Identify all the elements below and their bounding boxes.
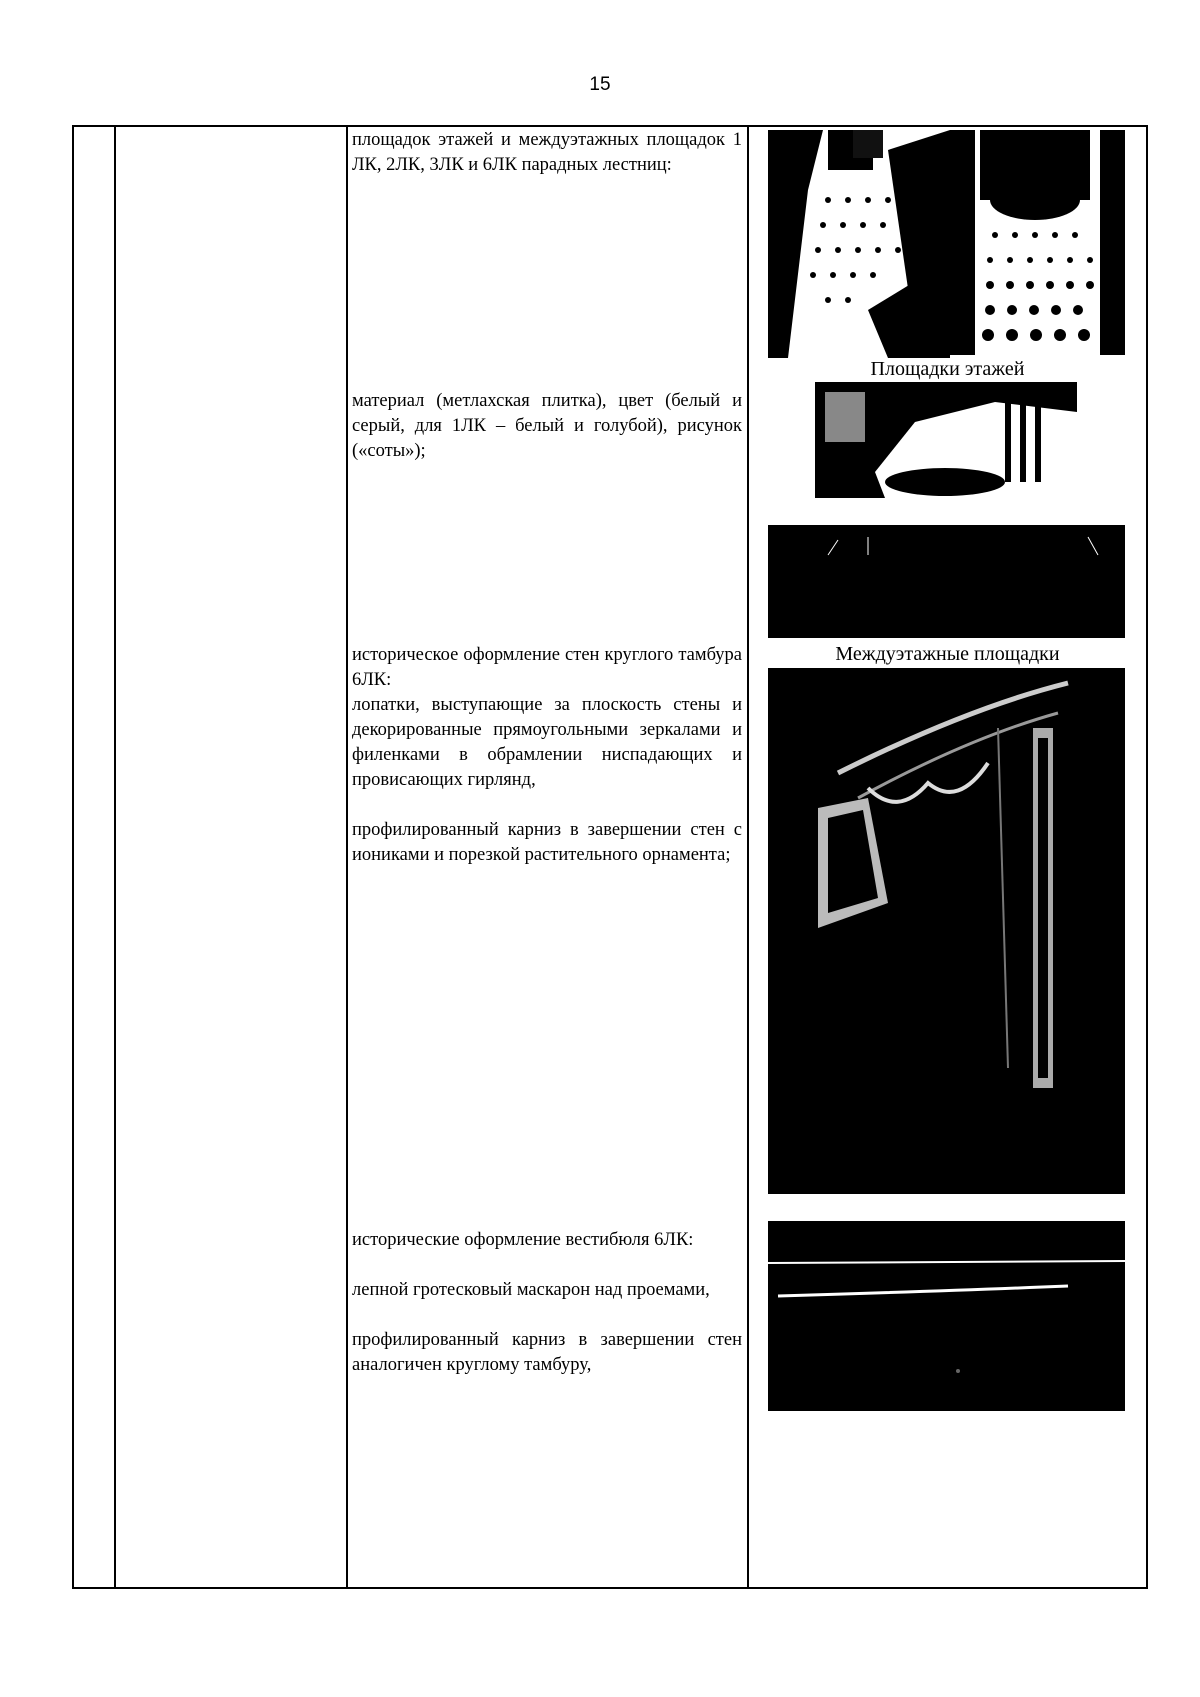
caption-interfloor-landings: Междуэтажные площадки — [835, 643, 1060, 665]
column-divider-2 — [346, 125, 348, 1589]
photo-tambour-wall — [768, 668, 1125, 1194]
paragraph: историческое оформление стен круглого тамбура 6ЛК: — [352, 645, 742, 690]
text-block-landings — [352, 128, 742, 178]
paragraph: лепной гротесковый маскарон над проемами, — [352, 1280, 710, 1300]
photo-floor-landing-left — [768, 130, 950, 358]
paragraph: профилированный карниз в завершении стен аналогичен круглому тамбуру, — [352, 1330, 742, 1375]
caption-floor-landings: Площадки этажей — [870, 358, 1025, 380]
text-block-tambour — [352, 643, 742, 868]
paragraph: материал (метлахская плитка), цвет (белый и серый, для 1ЛК – белый и голубой), рисунок («соты»); — [352, 391, 742, 461]
paragraph: лопатки, выступающие за плоскость стены и декорированные прямоугольными зеркалами и филенками в обрамлении ниспадающих и провисающих гирлянд, — [352, 695, 742, 790]
column-divider-1 — [114, 125, 116, 1589]
text-block-vestibule — [352, 1228, 742, 1378]
photo-vestibule — [768, 1221, 1125, 1411]
photo-floor-landing-right — [950, 130, 1125, 355]
paragraph: исторические оформление вестибюля 6ЛК: — [352, 1230, 694, 1250]
photo-landing-stair — [815, 382, 1077, 498]
photo-interfloor-landing — [768, 525, 1125, 638]
column-divider-3 — [747, 125, 749, 1589]
paragraph: площадок этажей и междуэтажных площадок 1 ЛК, 2ЛК, 3ЛК и 6ЛК парадных лестниц: — [352, 130, 742, 175]
text-block-material — [352, 389, 742, 464]
page-number: 15 — [589, 74, 611, 95]
paragraph: профилированный карниз в завершении стен с иониками и порезкой растительного орнамента; — [352, 820, 742, 865]
